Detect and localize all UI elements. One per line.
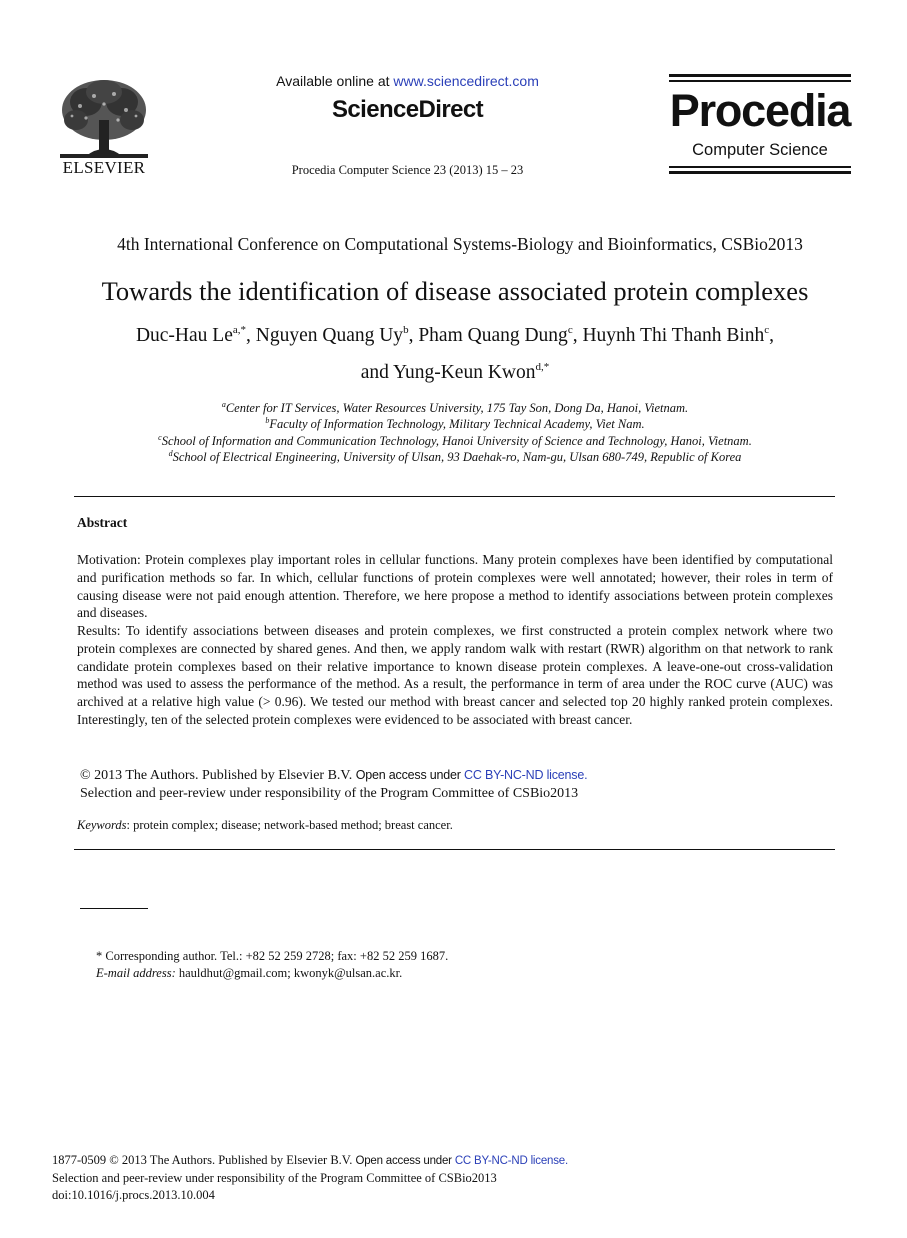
author-affiliation-mark: c	[567, 324, 573, 336]
footer-doi: doi:10.1016/j.procs.2013.10.004	[52, 1188, 215, 1202]
affiliation-d	[60, 450, 850, 465]
footer-open-access-label: Open access under	[355, 1155, 455, 1167]
author-name: Duc-Hau Le	[135, 325, 233, 346]
publisher-name: ELSEVIER	[62, 158, 146, 177]
author-separator: ,	[769, 325, 775, 346]
affiliation-mark: a	[221, 400, 226, 409]
author-affiliation-mark: d,*	[535, 361, 550, 373]
affiliation-c	[60, 434, 850, 449]
keywords-label: Keywords	[77, 818, 127, 832]
footer-issn-line	[52, 1152, 752, 1170]
keywords	[77, 818, 833, 833]
author-name: Yung-Keun Kwon	[393, 362, 536, 383]
author-separator: ,	[572, 325, 583, 346]
author-name: Pham Quang Dung	[418, 325, 568, 346]
available-prefix: Available online at	[276, 73, 394, 89]
journal-reference: Procedia Computer Science 23 (2013) 15 – 23	[291, 163, 524, 177]
author-affiliation-mark: c	[764, 324, 770, 336]
corresponding-author-note: * Corresponding author. Tel.: +82 52 259 2728; fax: +82 52 259 1687.	[96, 949, 449, 963]
copyright-text: © 2013 The Authors. Published by Elsevier B.V.	[80, 768, 353, 783]
footer-license-link[interactable]: CC BY-NC-ND license.	[454, 1155, 568, 1167]
author-affiliation-mark: b	[403, 324, 409, 336]
affiliation-mark: b	[265, 416, 270, 425]
license-link[interactable]: CC BY-NC-ND license.	[464, 768, 588, 782]
affiliation-mark: c	[158, 433, 162, 442]
affiliation-b	[60, 417, 850, 432]
footnote-divider	[80, 908, 148, 909]
affiliation-text: School of Electrical Engineering, University of Ulsan, 93 Daehak-ro, Nam-gu, Ulsan 680-749, Republic of Korea	[172, 450, 742, 464]
abstract-bottom-divider	[74, 849, 835, 850]
author-separator: ,	[246, 325, 256, 346]
author-conjunction: and	[360, 362, 394, 383]
affiliation-text: Center for IT Services, Water Resources University, 175 Tay Son, Dong Da, Hanoi, Vietnam.	[225, 401, 689, 415]
email-note	[96, 966, 402, 981]
affiliation-mark: d	[168, 449, 173, 458]
abstract-results: Results: To identify associations between diseases and protein complexes, we first constructed a protein complex network where two protein complexes are connected by shared genes. And then, we apply random walk with restart (RWR) algorithm on that network to rank candidate protein complexes based on their relative importance to known disease protein complexes. A leave-one-out cross-validation method was used to assess the performance of the method. As a result, the performance in term of area under the ROC curve (AUC) was archived at a relative high value (> 0.96). We tested our method with breast cancer and selected top 20 highly ranked protein complexes. Interestingly, ten of the selected protein complexes were evidenced to be associated with breast cancer.	[77, 623, 833, 727]
affiliation-text: Faculty of Information Technology, Military Technical Academy, Viet Nam.	[269, 417, 645, 431]
author-name: Nguyen Quang Uy	[255, 325, 404, 346]
email-label: E-mail address:	[96, 966, 176, 980]
author-separator: ,	[408, 325, 419, 346]
sciencedirect-brand: ScienceDirect	[332, 96, 483, 123]
open-access-label: Open access under	[355, 768, 465, 782]
affiliation-text: School of Information and Communication Technology, Hanoi University of Science and Technology, Hanoi, Vietnam.	[161, 434, 752, 448]
footer-peer-review: Selection and peer-review under responsibility of the Program Committee of CSBio2013	[52, 1171, 497, 1185]
sciencedirect-link[interactable]: www.sciencedirect.com	[393, 73, 539, 89]
conference-name: 4th International Conference on Computational Systems-Biology and Bioinformatics, CSBio2013	[117, 234, 803, 254]
procedia-logo-subtitle: Computer Science	[692, 141, 828, 159]
authors-line-1	[30, 325, 880, 347]
peer-review-statement: Selection and peer-review under responsibility of the Program Committee of CSBio2013	[80, 786, 579, 801]
copyright-block	[80, 766, 840, 803]
procedia-logo	[669, 74, 851, 175]
authors-line-2	[30, 362, 880, 384]
page-footer	[52, 1152, 752, 1204]
procedia-logo-title: Procedia	[669, 85, 851, 136]
affiliation-a	[60, 401, 850, 416]
abstract-top-divider	[74, 496, 835, 497]
paper-title: Towards the identification of disease associated protein complexes	[101, 276, 809, 306]
footer-copyright: 1877-0509 © 2013 The Authors. Published by Elsevier B.V.	[52, 1153, 353, 1167]
email-addresses: hauldhut@gmail.com; kwonyk@ulsan.ac.kr.	[175, 966, 403, 980]
abstract-motivation: Motivation: Protein complexes play important roles in cellular functions. Many protein complexes have been identified by computational and purification methods so far. In which, cellular functions of protein complexes were well annotated; however, their roles in term of causing disease were not paid enough attention. Therefore, we here propose a method to identify associations between protein complexes and diseases.	[77, 552, 833, 621]
abstract-heading: Abstract	[77, 515, 128, 530]
author-name: Huynh Thi Thanh Binh	[582, 325, 765, 346]
available-online	[240, 73, 575, 89]
author-affiliation-mark: a,*	[232, 324, 246, 336]
keywords-text: : protein complex; disease; network-based method; breast cancer.	[126, 818, 453, 832]
copyright-line	[80, 766, 840, 785]
